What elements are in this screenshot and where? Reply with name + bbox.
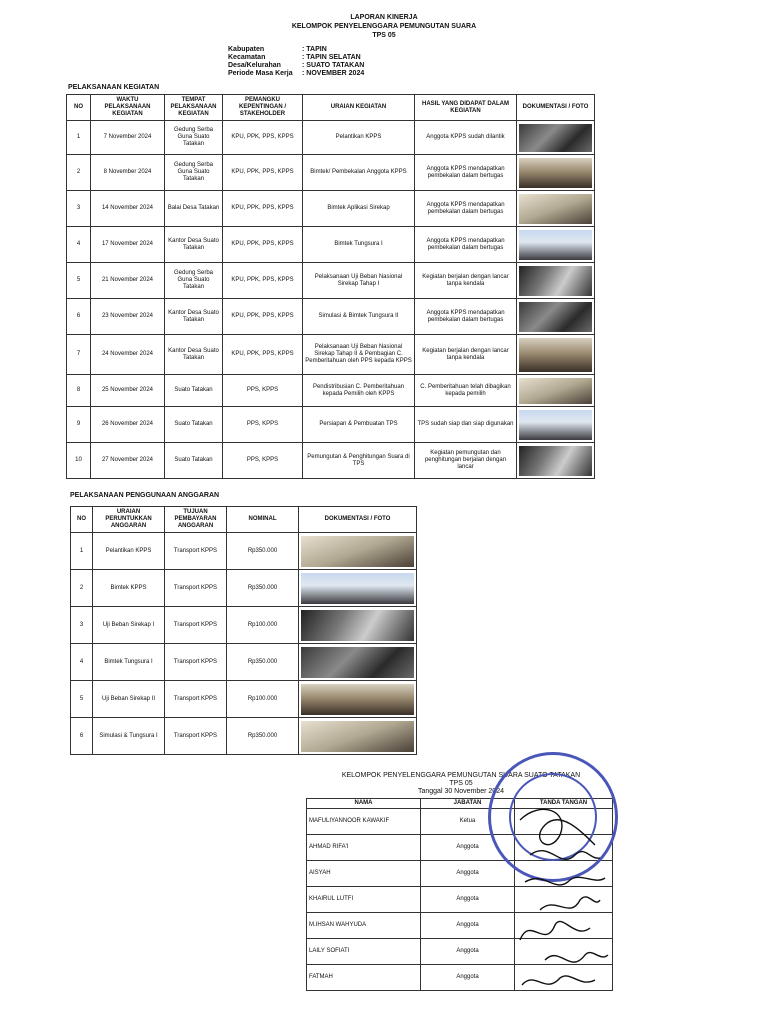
col-header: NO bbox=[67, 95, 91, 121]
budget-table bbox=[70, 506, 417, 755]
cell-no: 1 bbox=[67, 121, 91, 155]
cell-stakeholder: PPS, KPPS bbox=[223, 443, 303, 479]
cell-uraian: Pemungutan & Penghitungan Suara di TPS bbox=[303, 443, 415, 479]
cell-uraian: Pendistribusian C. Pemberitahuan kepada Pemilih oleh KPPS bbox=[303, 375, 415, 407]
cell-uraian: Bimtek/ Pembekalan Anggota KPPS bbox=[303, 155, 415, 191]
cell-tempat: Balai Desa Tatakan bbox=[165, 191, 223, 227]
col-header: DOKUMENTASI / FOTO bbox=[517, 95, 595, 121]
meta-value: : TAPIN SELATAN bbox=[302, 54, 361, 61]
cell-no: 10 bbox=[67, 443, 91, 479]
budget-photo bbox=[301, 610, 414, 641]
cell-nama: FATMAH bbox=[307, 965, 421, 991]
cell-nama: M.IHSAN WAHYUDA bbox=[307, 913, 421, 939]
meta-row bbox=[228, 46, 364, 54]
col-header: TUJUAN PEMBAYARAN ANGGARAN bbox=[165, 507, 227, 533]
meta-key: Desa/Kelurahan bbox=[228, 62, 281, 69]
cell-stakeholder: PPS, KPPS bbox=[223, 375, 303, 407]
cell-jabatan: Anggota bbox=[421, 887, 515, 913]
handwritten-signatures bbox=[500, 800, 620, 1000]
table-row bbox=[71, 681, 417, 718]
cell-stakeholder: KPU, PPK, PPS, KPPS bbox=[223, 335, 303, 375]
cell-tujuan: Transport KPPS bbox=[165, 570, 227, 607]
cell-hasil: C. Pemberitahuan telah dibagikan kepada pemilih bbox=[415, 375, 517, 407]
meta-value: : TAPIN bbox=[302, 46, 327, 53]
cell-hasil: Anggota KPPS mendapatkan pembekalan dalam bertugas bbox=[415, 155, 517, 191]
meta-row bbox=[228, 62, 364, 70]
signature-mark bbox=[520, 809, 595, 845]
org-name: KELOMPOK PENYELENGGARA PEMUNGUTAN SUARA SUATO TATAKAN bbox=[341, 772, 581, 779]
col-header: NO bbox=[71, 507, 93, 533]
cell-tempat: Gedung Serba Guna Suato Tatakan bbox=[165, 263, 223, 299]
table-row bbox=[71, 718, 417, 755]
cell-hasil: Anggota KPPS mendapatkan pembekalan dalam bertugas bbox=[415, 227, 517, 263]
cell-waktu: 23 November 2024 bbox=[91, 299, 165, 335]
table-row bbox=[67, 443, 595, 479]
cell-nominal: Rp350.000 bbox=[227, 644, 299, 681]
cell-tempat: Kantor Desa Suato Tatakan bbox=[165, 227, 223, 263]
cell-nominal: Rp350.000 bbox=[227, 570, 299, 607]
cell-photo bbox=[517, 375, 595, 407]
signature-mark bbox=[530, 851, 600, 860]
cell-photo bbox=[299, 718, 417, 755]
table-header-row bbox=[67, 95, 595, 121]
cell-waktu: 21 November 2024 bbox=[91, 263, 165, 299]
cell-photo bbox=[517, 443, 595, 479]
cell-jabatan: Anggota bbox=[421, 861, 515, 887]
col-header: JABATAN bbox=[421, 799, 515, 809]
cell-no: 2 bbox=[71, 570, 93, 607]
activity-photo bbox=[519, 378, 592, 404]
activity-photo bbox=[519, 446, 592, 476]
cell-uraian: Pelantikan KPPS bbox=[303, 121, 415, 155]
cell-hasil: TPS sudah siap dan siap digunakan bbox=[415, 407, 517, 443]
col-header: NOMINAL bbox=[227, 507, 299, 533]
cell-uraian: Bimtek Tungsura I bbox=[303, 227, 415, 263]
org-tps: TPS 05 bbox=[449, 780, 473, 787]
cell-photo bbox=[517, 407, 595, 443]
cell-no: 8 bbox=[67, 375, 91, 407]
meta-row bbox=[228, 54, 364, 62]
report-subtitle: KELOMPOK PENYELENGGARA PEMUNGUTAN SUARA bbox=[291, 23, 477, 30]
activity-photo bbox=[519, 266, 592, 296]
cell-no: 6 bbox=[71, 718, 93, 755]
cell-photo bbox=[517, 191, 595, 227]
cell-jabatan: Ketua bbox=[421, 809, 515, 835]
cell-nominal: Rp100.000 bbox=[227, 681, 299, 718]
cell-waktu: 7 November 2024 bbox=[91, 121, 165, 155]
meta-key: Kabupaten bbox=[228, 46, 265, 53]
cell-hasil: Anggota KPPS mendapatkan pembekalan dalam bertugas bbox=[415, 299, 517, 335]
cell-hasil: Anggota KPPS sudah dilantik bbox=[415, 121, 517, 155]
cell-tempat: Gedung Serba Guna Suato Tatakan bbox=[165, 155, 223, 191]
cell-uraian: Simulasi & Tungsura I bbox=[93, 718, 165, 755]
report-title: LAPORAN KINERJA bbox=[350, 14, 418, 21]
signature-mark bbox=[540, 897, 600, 910]
cell-nominal: Rp100.000 bbox=[227, 607, 299, 644]
col-header: TANDA TANGAN bbox=[515, 799, 613, 809]
cell-waktu: 8 November 2024 bbox=[91, 155, 165, 191]
table-header-row bbox=[71, 507, 417, 533]
cell-tempat: Gedung Serba Guna Suato Tatakan bbox=[165, 121, 223, 155]
cell-stakeholder: KPU, PPK, PPS, KPPS bbox=[223, 263, 303, 299]
cell-jabatan: Anggota bbox=[421, 913, 515, 939]
col-header: URAIAN KEGIATAN bbox=[303, 95, 415, 121]
col-header: URAIAN PERUNTUKKAN ANGGARAN bbox=[93, 507, 165, 533]
col-header: HASIL YANG DIDAPAT DALAM KEGIATAN bbox=[415, 95, 517, 121]
cell-hasil: Kegiatan pemungutan dan penghitungan berjalan dengan lancar bbox=[415, 443, 517, 479]
cell-tempat: Kantor Desa Suato Tatakan bbox=[165, 335, 223, 375]
cell-photo bbox=[299, 533, 417, 570]
signature-mark bbox=[520, 921, 590, 940]
cell-stakeholder: KPU, PPK, PPS, KPPS bbox=[223, 299, 303, 335]
activity-photo bbox=[519, 194, 592, 224]
meta-value: : SUATO TATAKAN bbox=[302, 62, 365, 69]
activity-photo bbox=[519, 124, 592, 152]
report-meta bbox=[228, 46, 364, 78]
cell-stakeholder: KPU, PPK, PPS, KPPS bbox=[223, 155, 303, 191]
cell-nama: MAFULIYANNOOR KAWAKIF bbox=[307, 809, 421, 835]
cell-tujuan: Transport KPPS bbox=[165, 644, 227, 681]
cell-tempat: Suato Tatakan bbox=[165, 443, 223, 479]
cell-stakeholder: KPU, PPK, PPS, KPPS bbox=[223, 191, 303, 227]
signature-mark bbox=[545, 953, 608, 963]
signature-mark bbox=[525, 877, 605, 885]
cell-photo bbox=[517, 155, 595, 191]
cell-photo bbox=[517, 299, 595, 335]
cell-waktu: 17 November 2024 bbox=[91, 227, 165, 263]
report-tps: TPS 05 bbox=[372, 32, 396, 39]
activity-table bbox=[66, 94, 595, 479]
cell-no: 3 bbox=[71, 607, 93, 644]
activity-photo bbox=[519, 410, 592, 440]
cell-no: 5 bbox=[67, 263, 91, 299]
cell-no: 4 bbox=[71, 644, 93, 681]
cell-jabatan: Anggota bbox=[421, 965, 515, 991]
cell-no: 1 bbox=[71, 533, 93, 570]
table-row bbox=[67, 263, 595, 299]
activity-photo bbox=[519, 302, 592, 332]
cell-uraian: Pelaksanaan Uji Beban Nasional Sirekap Tahap I bbox=[303, 263, 415, 299]
cell-no: 7 bbox=[67, 335, 91, 375]
cell-uraian: Uji Beban Sirekap I bbox=[93, 607, 165, 644]
activity-photo bbox=[519, 158, 592, 188]
col-header: PEMANGKU KEPENTINGAN / STAKEHOLDER bbox=[223, 95, 303, 121]
cell-tujuan: Transport KPPS bbox=[165, 607, 227, 644]
cell-tujuan: Transport KPPS bbox=[165, 533, 227, 570]
col-header: WAKTU PELAKSANAAN KEGIATAN bbox=[91, 95, 165, 121]
cell-no: 9 bbox=[67, 407, 91, 443]
budget-photo bbox=[301, 721, 414, 752]
cell-no: 2 bbox=[67, 155, 91, 191]
cell-waktu: 27 November 2024 bbox=[91, 443, 165, 479]
cell-no: 6 bbox=[67, 299, 91, 335]
cell-tujuan: Transport KPPS bbox=[165, 681, 227, 718]
cell-photo bbox=[517, 263, 595, 299]
cell-nama: AISYAH bbox=[307, 861, 421, 887]
cell-uraian: Pelantikan KPPS bbox=[93, 533, 165, 570]
cell-tempat: Suato Tatakan bbox=[165, 407, 223, 443]
table-row bbox=[67, 299, 595, 335]
meta-row bbox=[228, 70, 364, 78]
table-row bbox=[71, 570, 417, 607]
section-title-anggaran: PELAKSANAAN PENGGUNAAN ANGGARAN bbox=[70, 492, 220, 499]
cell-photo bbox=[299, 570, 417, 607]
cell-uraian: Pelaksanaan Uji Beban Nasional Sirekap Tahap II & Pembagian C. Pemberitahuan oleh PPS kepada KPPS bbox=[303, 335, 415, 375]
cell-photo bbox=[517, 335, 595, 375]
col-header: NAMA bbox=[307, 799, 421, 809]
col-header: TEMPAT PELAKSANAAN KEGIATAN bbox=[165, 95, 223, 121]
cell-nominal: Rp350.000 bbox=[227, 718, 299, 755]
signature-mark bbox=[522, 976, 595, 985]
cell-uraian: Bimtek Aplikasi Sirekap bbox=[303, 191, 415, 227]
cell-photo bbox=[299, 681, 417, 718]
cell-uraian: Simulasi & Bimtek Tungsura II bbox=[303, 299, 415, 335]
col-header: DOKUMENTASI / FOTO bbox=[299, 507, 417, 533]
cell-hasil: Kegiatan berjalan dengan lancar tanpa kendala bbox=[415, 335, 517, 375]
cell-uraian: Bimtek KPPS bbox=[93, 570, 165, 607]
budget-photo bbox=[301, 573, 414, 604]
budget-photo bbox=[301, 647, 414, 678]
budget-photo bbox=[301, 536, 414, 567]
cell-stakeholder: KPU, PPK, PPS, KPPS bbox=[223, 227, 303, 263]
cell-photo bbox=[517, 227, 595, 263]
cell-waktu: 26 November 2024 bbox=[91, 407, 165, 443]
table-row bbox=[67, 121, 595, 155]
cell-waktu: 24 November 2024 bbox=[91, 335, 165, 375]
cell-jabatan: Anggota bbox=[421, 835, 515, 861]
cell-nama: AHMAD RIFA'I bbox=[307, 835, 421, 861]
table-row bbox=[67, 227, 595, 263]
cell-photo bbox=[299, 607, 417, 644]
table-row bbox=[71, 533, 417, 570]
cell-uraian: Persiapan & Pembuatan TPS bbox=[303, 407, 415, 443]
cell-uraian: Bimtek Tungsura I bbox=[93, 644, 165, 681]
table-row bbox=[67, 407, 595, 443]
cell-hasil: Anggota KPPS mendapatkan pembekalan dalam bertugas bbox=[415, 191, 517, 227]
cell-no: 5 bbox=[71, 681, 93, 718]
cell-hasil: Kegiatan berjalan dengan lancar tanpa kendala bbox=[415, 263, 517, 299]
signature-date: Tanggal 30 November 2024 bbox=[417, 788, 504, 795]
activity-photo bbox=[519, 338, 592, 372]
cell-photo bbox=[517, 121, 595, 155]
meta-key: Kecamatan bbox=[228, 54, 266, 61]
cell-photo bbox=[299, 644, 417, 681]
meta-value: : NOVEMBER 2024 bbox=[302, 70, 365, 77]
cell-tempat: Kantor Desa Suato Tatakan bbox=[165, 299, 223, 335]
cell-no: 3 bbox=[67, 191, 91, 227]
cell-no: 4 bbox=[67, 227, 91, 263]
table-row bbox=[67, 155, 595, 191]
table-row bbox=[67, 191, 595, 227]
cell-waktu: 25 November 2024 bbox=[91, 375, 165, 407]
cell-jabatan: Anggota bbox=[421, 939, 515, 965]
cell-waktu: 14 November 2024 bbox=[91, 191, 165, 227]
cell-nominal: Rp350.000 bbox=[227, 533, 299, 570]
cell-stakeholder: PPS, KPPS bbox=[223, 407, 303, 443]
cell-nama: LAILY SOFIATI bbox=[307, 939, 421, 965]
cell-tempat: Suato Tatakan bbox=[165, 375, 223, 407]
table-row bbox=[71, 644, 417, 681]
cell-uraian: Uji Beban Sirekap II bbox=[93, 681, 165, 718]
budget-photo bbox=[301, 684, 414, 715]
table-row bbox=[67, 375, 595, 407]
section-title-kegiatan: PELAKSANAAN KEGIATAN bbox=[68, 84, 160, 91]
cell-nama: KHAIRUL LUTFI bbox=[307, 887, 421, 913]
cell-stakeholder: KPU, PPK, PPS, KPPS bbox=[223, 121, 303, 155]
table-row bbox=[71, 607, 417, 644]
meta-key: Periode Masa Kerja bbox=[228, 70, 293, 77]
activity-photo bbox=[519, 230, 592, 260]
table-row bbox=[67, 335, 595, 375]
cell-tujuan: Transport KPPS bbox=[165, 718, 227, 755]
